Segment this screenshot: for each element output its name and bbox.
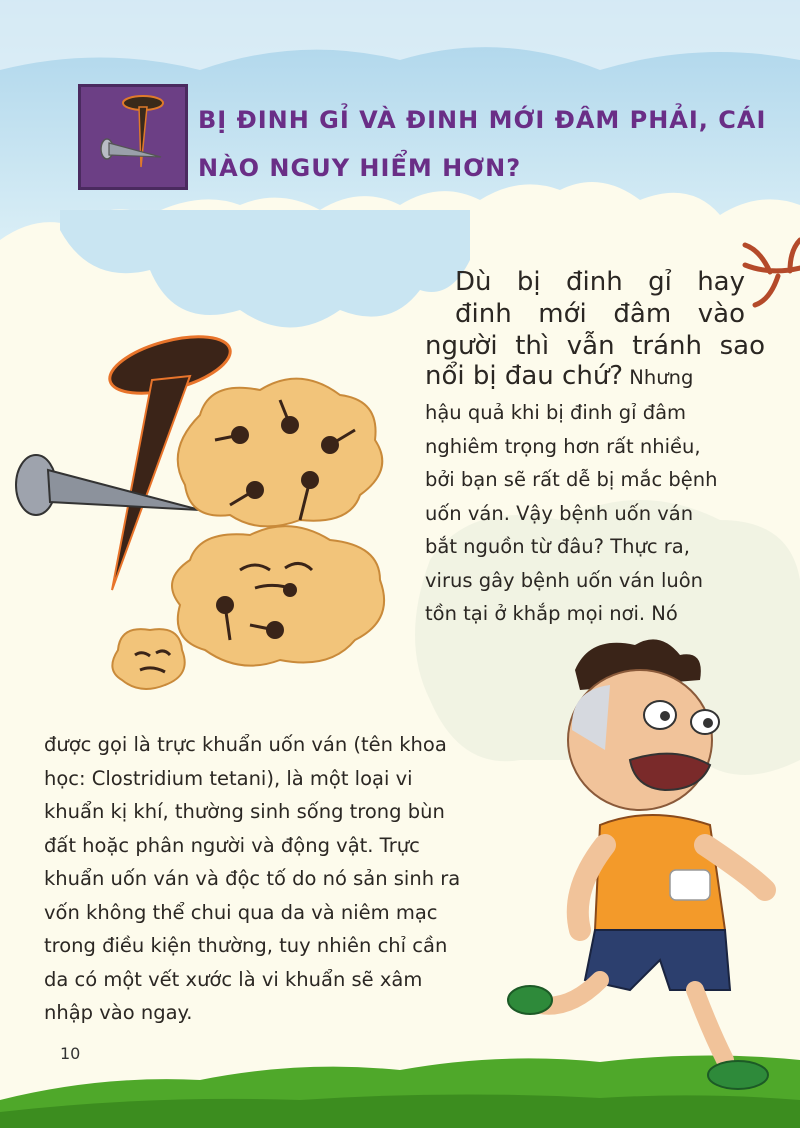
body-line: khuẩn uốn ván và độc tố do nó sản sinh ra [44,867,461,890]
body-line: virus gây bệnh uốn ván luôn [425,568,704,592]
intro-line-wide [425,330,765,362]
body-line: uốn ván. Vậy bệnh uốn ván [425,501,694,525]
intro-line: người thì vẫn tránh sao [425,331,765,361]
body-line: được gọi là trực khuẩn uốn ván (tên khoa [44,733,447,756]
body-line: da có một vết xước là vi khuẩn sẽ xâm [44,967,423,991]
intro-line: Dù bị đinh gỉ hay [455,267,745,297]
body-line: nhập vào ngay. [44,1001,193,1024]
running-boy-icon [500,630,800,1100]
intro-line: nổi bị đau chứ? [425,361,624,391]
nail-icon [81,87,185,187]
nail-icon [16,455,200,515]
right-paragraph [425,396,765,631]
body-line: khuẩn kị khí, thường sinh sống trong bùn [44,800,445,823]
title-icon-box [78,84,188,190]
page-number: 10 [60,1044,81,1063]
coral-branch-icon [745,240,800,305]
title-line: NÀO NGUY HIỂM HƠN? [198,154,522,182]
body-line: học: Clostridium tetani), là một loại vi [44,766,413,790]
intro-line-tail: Nhưng [623,366,694,389]
body-line: bắt nguồn từ đâu? Thực ra, [425,535,690,558]
body-line: hậu quả khi bị đinh gỉ đâm [425,401,687,424]
intro-paragraph [455,266,745,330]
body-line: bởi bạn sẽ rất dễ bị mắc bệnh [425,468,718,491]
body-line: tồn tại ở khắp mọi nơi. Nó [425,602,678,625]
title-line: BỊ ĐINH GỈ VÀ ĐINH MỚI ĐÂM PHẢI, CÁI [198,106,767,134]
body-line: đất hoặc phân người và động vật. Trực [44,833,420,857]
page-title [198,96,768,192]
bacteria-illustration [0,320,400,700]
body-line: vốn không thể chui qua da và niêm mạc [44,900,438,924]
body-line: trong điều kiện thường, tuy nhiên chỉ cần [44,934,448,957]
body-line: nghiêm trọng hơn rất nhiều, [425,434,701,458]
intro-line: đinh mới đâm vào [455,299,745,329]
left-paragraph [44,728,514,1030]
intro-mixed-line [425,360,765,395]
